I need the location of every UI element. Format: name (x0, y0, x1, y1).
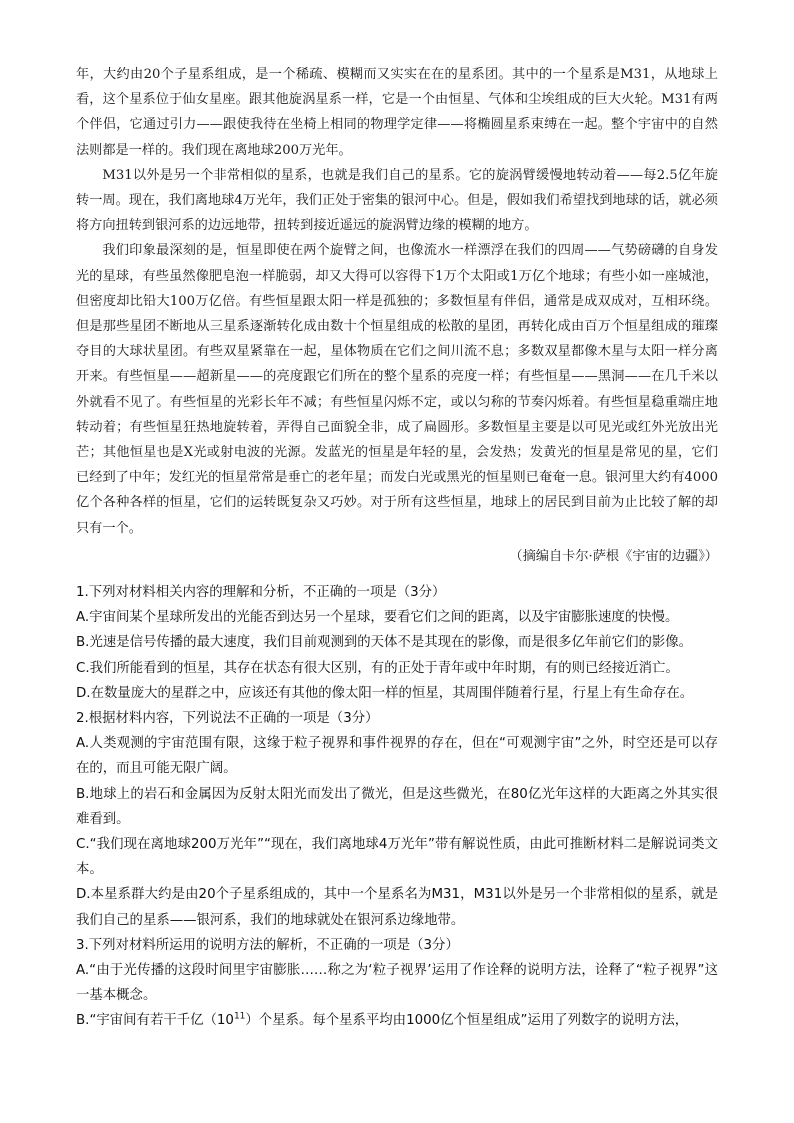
question-1-option-a: A.宇宙间某个星球所发出的光能否到达另一个星球，要看它们之间的距离，以及宇宙膨胀速度的快慢。 (76, 610, 679, 626)
question-2-option-c: C.“我们现在离地球200万光年”“现在，我们离地球4万光年”带有解说性质，由此可推断材料二是解说词类文本。 (76, 837, 718, 878)
question-section (76, 580, 718, 1034)
passage-paragraph: M31以外是另一个非常相似的星系，也就是我们自己的星系。它的旋涡臂缓慢地转动着——每2.5亿年旋转一周。现在，我们离地球4万光年，我们正处于密集的银河中心。但是，假如我们希望找到地球的话，就必须将方向扭转到银河系的边远地带，扭转到接近遥远的旋涡臂边缘的模糊的地方。 (76, 167, 718, 234)
source-citation: （摘编自卡尔·萨根《宇宙的边疆》） (509, 549, 718, 564)
question-1-option-c: C.我们所能看到的恒星，其存在状态有很大区别，有的正处于青年或中年时期，有的则已经接近消亡。 (76, 660, 679, 676)
option-b-text-end: ）个星系。每个星系平均由1000亿个恒星组成”运用了列数字的说明方法， (245, 1013, 689, 1029)
exponent: 11 (233, 1011, 246, 1022)
question-3-option-b (76, 1008, 718, 1033)
question-1-option-d: D.在数量庞大的星群之中，应该还有其他的像太阳一样的恒星，其周围伴随着行星，行星上有生命存在。 (76, 685, 694, 701)
question-1-option-b: B.光速是信号传播的最大速度，我们目前观测到的天体不是其现在的影像，而是很多亿年前它们的影像。 (76, 635, 693, 651)
question-2-option-d: D.本星系群大约是由20个子星系组成的，其中一个星系名为M31，M31以外是另一个非常相似的星系，就是我们自己的星系——银河系，我们的地球就处在银河系边缘地带。 (76, 887, 718, 928)
question-3-stem: 3.下列对材料所运用的说明方法的解析，不正确的一项是（3分） (76, 937, 459, 953)
passage-paragraph: 我们印象最深刻的是，恒星即使在两个旋臂之间，也像流水一样漂浮在我们的四周——气势磅礴的自身发光的星球，有些虽然像肥皂泡一样脆弱，却又大得可以容得下1万个太阳或1万亿个地球；有些小如一座城池，但密度却比铅大100万亿倍。有些恒星跟太阳一样是孤独的；多数恒星有伴侣，通常是成双成对，互相环绕。但是那些星团不断地从三星系逐渐转化成由数十个恒星组成的松散的星团，再转化成由百万个恒星组成的璀璨夺目的大球状星团。有些双星紧靠在一起，星体物质在它们之间川流不息；多数双星都像木星与太阳一样分离开来。有些恒星——超新星——的亮度跟它们所在的整个星系的亮度一样；有些恒星——黑洞——在几千米以外就看不见了。有些恒星的光彩长年不减；有些恒星闪烁不定，或以匀称的节奏闪烁着。有些恒星稳重端庄地转动着；有些恒星狂热地旋转着，弄得自己面貌全非，成了扁圆形。多数恒星主要是以可见光或红外光放出光芒；其他恒星也是X光或射电波的光源。发蓝光的恒星是年轻的星，会发热；发黄光的恒星是常见的星，它们已经到了中年；发红光的恒星常常是垂亡的老年星；而发白光或黑光的恒星则已奄奄一息。银河里大约有4000亿个各种各样的恒星，它们的运转既复杂又巧妙。对于所有这些恒星，地球上的居民到目前为止比较了解的却只有一个。 (76, 243, 718, 536)
question-2-option-a: A.人类观测的宇宙范围有限，这缘于粒子视界和事件视界的存在，但在“可观测宇宙”之外，时空还是可以存在的，而且可能无限广阔。 (76, 736, 718, 777)
option-b-text-start: B.“宇宙间有若干千亿（10 (76, 1013, 234, 1029)
passage-paragraph: 年，大约由20个子星系组成，是一个稀疏、模糊而又实实在在的星系团。其中的一个星系是M31，从地球上看，这个星系位于仙女星座。跟其他旋涡星系一样，它是一个由恒星、气体和尘埃组成的巨大火轮。M31有两个伴侣，它通过引力——跟使我待在坐椅上相同的物理学定律——将椭圆星系束缚在一起。整个宇宙中的自然法则都是一样的。我们现在离地球200万光年。 (76, 67, 718, 158)
question-1-stem: 1.下列对材料相关内容的理解和分析，不正确的一项是（3分） (76, 585, 446, 600)
question-2-stem: 2.根据材料内容，下列说法不正确的一项是（3分） (76, 711, 379, 727)
question-2-option-b: B.地球上的岩石和金属因为反射太阳光而发出了微光，但是这些微光，在80亿光年这样的大距离之外其实很难看到。 (76, 786, 718, 827)
question-3-option-a: A.“由于光传播的这段时间里宇宙膨胀……称之为‘粒子视界’运用了作诠释的说明方法，诠释了“粒子视界”这一基本概念。 (76, 963, 718, 1004)
reading-passage (76, 62, 718, 541)
